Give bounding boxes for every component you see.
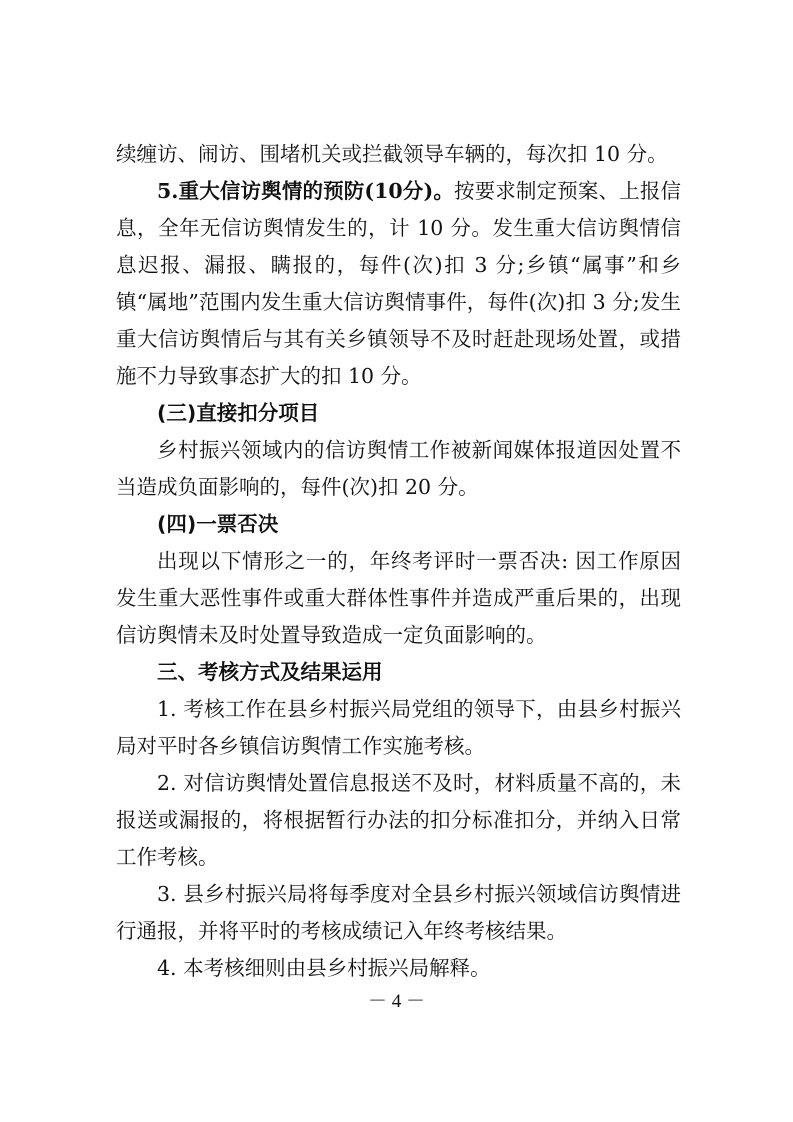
part3-item4-paragraph: 4. 本考核细则由县乡村振兴局解释。 xyxy=(157,956,491,980)
item5-body: 按要求制定预案、上报信息，全年无信访舆情发生的，计 10 分。发生重大信访舆情信息迟报、漏报、瞒报的，每件(次)扣 3 分;乡镇“属事”和乡镇“属地”范围内发生重大信访舆情事件，每件(次)扣 3 分;发生重大信访舆情后与其有关乡镇领导不及时赶赴现场处置，或措施不力导致事态扩大的扣 10 分。 xyxy=(116,179,681,388)
section4-heading: (四)一票否决 xyxy=(157,512,279,536)
part3-item3-paragraph: 3. 县乡村振兴局将每季度对全县乡村振兴领域信访舆情进行通报，并将平时的考核成绩记入年终考核结果。 xyxy=(116,882,681,943)
section3-heading: (三)直接扣分项目 xyxy=(157,401,320,425)
continuation-paragraph: 续缠访、闹访、围堵机关或拦截领导车辆的，每次扣 10 分。 xyxy=(116,142,668,166)
item5-paragraph xyxy=(116,173,681,394)
part3-heading: 三、考核方式及结果运用 xyxy=(157,660,383,684)
page-number: － 4 － xyxy=(367,991,425,1012)
section4-paragraph: 出现以下情形之一的，年终考评时一票否决: 因工作原因发生重大恶性事件或重大群体性事件并造成严重后果的，出现信访舆情未及时处置导致造成一定负面影响的。 xyxy=(116,549,681,647)
section3-paragraph: 乡村振兴领域内的信访舆情工作被新闻媒体报道因处置不当造成负面影响的，每件(次)扣 20 分。 xyxy=(116,438,681,499)
item5-title: 5.重大信访舆情的预防(10分)。 xyxy=(157,179,454,203)
part3-item1-paragraph: 1. 考核工作在县乡村振兴局党组的领导下，由县乡村振兴局对平时各乡镇信访舆情工作实施考核。 xyxy=(116,697,681,758)
part3-item2-paragraph: 2. 对信访舆情处置信息报送不及时，材料质量不高的，未报送或漏报的，将根据暂行办法的扣分标准扣分，并纳入日常工作考核。 xyxy=(116,771,681,869)
